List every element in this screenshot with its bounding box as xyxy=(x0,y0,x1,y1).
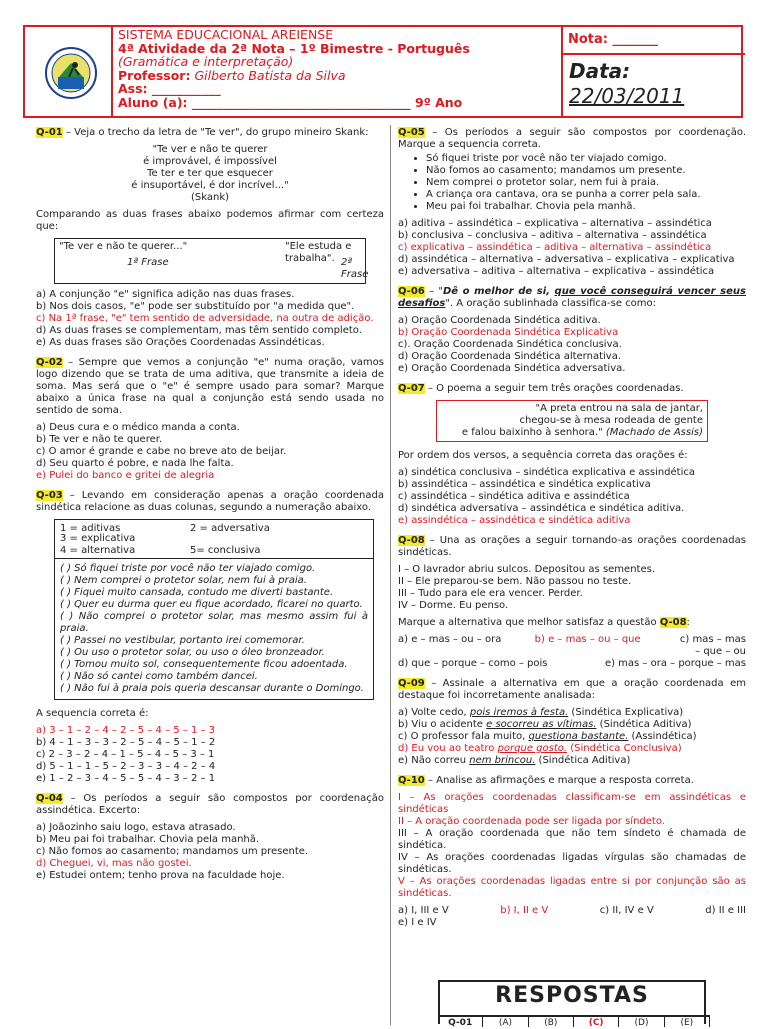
legend-item: 3 = explicativa xyxy=(60,533,136,544)
poem-line-text: e falou baixinho à senhora." xyxy=(461,427,606,438)
answers-box xyxy=(438,980,706,1028)
q02-number: Q-02 xyxy=(36,357,63,368)
q04-intro xyxy=(36,793,384,817)
q08-question xyxy=(398,617,746,629)
q05-sentences xyxy=(398,153,746,213)
teacher-label: Professor: xyxy=(118,67,191,83)
q01-phrases-box xyxy=(54,238,369,284)
q09-a-analysis: (Sindética Explicativa) xyxy=(568,707,684,718)
q03-item[interactable]: ( ) Não fui à praia pois queria descansar durante o Domingo. xyxy=(60,683,364,694)
q02-option[interactable]: b) Te ver e não te querer. xyxy=(36,434,163,445)
q10-statement: III – A oração coordenada que não tem síndeto é chamada de sindética. xyxy=(398,828,746,851)
student-line: Aluno (a): ___________________________________ 9º Ano xyxy=(118,94,463,110)
school-name: SISTEMA EDUCACIONAL AREIENSE xyxy=(118,27,334,42)
q07-option[interactable]: a) sindética conclusiva – sindética explicativa e assindética xyxy=(398,467,695,478)
q09-option[interactable] xyxy=(398,719,746,731)
q07-option[interactable]: b) assindética – assindética e sindética explicativa xyxy=(398,479,651,490)
q09-b-text: b) Viu o acidente xyxy=(398,719,487,730)
teacher-name: Gilberto Batista da Silva xyxy=(190,67,346,83)
phrase-1: "Te ver e não te querer..." xyxy=(59,241,188,252)
q10-statement: I – As orações coordenadas classificam-se em assindéticas e sindéticas xyxy=(398,792,746,815)
verse-line: "Te ver e não te querer xyxy=(152,144,268,155)
answers-row xyxy=(438,1015,710,1027)
q03-item[interactable]: ( ) Nem comprei o protetor solar, nem fui à praia. xyxy=(60,575,307,586)
q09-option[interactable] xyxy=(398,707,746,719)
header-info xyxy=(118,28,558,109)
q09-a-text: a) Volte cedo, xyxy=(398,707,470,718)
answer-question-cell: Q-01 xyxy=(438,1017,483,1027)
q10-intro xyxy=(398,775,746,787)
q09-d-analysis: (Sindética Conclusiva) xyxy=(567,743,682,754)
q06-text-end: ". A oração sublinhada classifica-se como: xyxy=(445,298,657,309)
signature-line: Ass: ___________ xyxy=(118,81,221,96)
q01-option[interactable]: d) As duas frases se complementam, mas têm sentido completo. xyxy=(36,325,362,336)
q09-d-highlight: porque gosto. xyxy=(497,743,568,754)
q08-line: I – O lavrador abriu sulcos. Depositou as sementes. xyxy=(398,564,656,575)
q02-intro xyxy=(36,357,384,417)
q08-intro-text: – Una as orações a seguir tornando-as orações coordenadas sindéticas. xyxy=(398,535,746,558)
q01-option[interactable]: b) Nos dois casos, "e" pode ser substituído por "a medida que". xyxy=(36,301,355,312)
q01-number: Q-01 xyxy=(36,127,63,138)
q09-b-analysis: (Sindética Aditiva) xyxy=(596,719,692,730)
q04-option[interactable]: b) Meu pai foi trabalhar. Chovia pela manhã. xyxy=(36,834,260,845)
q06-option[interactable]: c). Oração Coordenada Sindética conclusiva. xyxy=(398,339,622,350)
grade-row xyxy=(563,27,745,55)
phrase-2-label: 2ª Frase xyxy=(341,257,369,280)
q03-intro xyxy=(36,490,384,514)
answer-option-cell[interactable]: (A) xyxy=(483,1017,528,1027)
poem-author: (Machado de Assis) xyxy=(605,427,703,438)
q09-intro-text: – Assinale a alternativa em que a oração coordenada em destaque foi incorretamente analisada: xyxy=(398,678,746,701)
q06-option[interactable]: d) Oração Coordenada Sindética alternativa. xyxy=(398,351,622,362)
q05-sentence: • A criança ora cantava, ora se punha a correr pela sala. xyxy=(426,189,746,201)
date-value: 22/03/2011 xyxy=(569,84,685,108)
q09-e-highlight: nem brincou. xyxy=(469,755,536,766)
phrase-2: "Ele estuda e trabalha". xyxy=(285,241,352,264)
q03-item[interactable]: ( ) Não comprei o protetor solar, mas mesmo assim fui à praia. xyxy=(60,611,368,634)
poem-line xyxy=(441,427,703,439)
q07-number: Q-07 xyxy=(398,383,425,394)
q09-c-text: c) O professor fala muito, xyxy=(398,731,529,742)
legend-item: 4 = alternativa xyxy=(60,545,136,556)
q08-option[interactable]: d) que – porque – como – pois xyxy=(398,658,548,669)
q04-option[interactable]: e) Estudei ontem; tenho prova na faculdade hoje. xyxy=(36,870,285,881)
activity-title: 4ª Atividade da 2ª Nota – 1º Bimestre - Português xyxy=(118,40,470,56)
q05-sentence: • Não fomos ao casamento; mandamos um presente. xyxy=(426,165,746,177)
q08-option-correct[interactable]: b) e – mas – ou – que xyxy=(534,634,641,645)
q01-option-correct[interactable]: c) Na 1ª frase, "e" tem sentido de adversidade, na outra de adição. xyxy=(36,313,374,324)
q09-c-highlight: questiona bastante. xyxy=(528,731,629,742)
q08-options-row-2 xyxy=(398,658,746,670)
q10-option-correct[interactable]: b) I, II e V xyxy=(500,905,549,916)
q04-number: Q-04 xyxy=(36,793,63,804)
q03-item[interactable]: ( ) Fiquei muito cansada, contudo me diverti bastante. xyxy=(60,587,334,598)
q05-sentence: • Nem comprei o protetor solar, nem fui à praia. xyxy=(426,177,746,189)
q10-statement: IV – As orações coordenadas ligadas vírgulas são chamadas de sindéticas. xyxy=(398,852,746,875)
q03-sequence-label: A sequencia correta é: xyxy=(36,708,149,719)
grade-date-cell xyxy=(561,27,743,116)
q08-intro xyxy=(398,535,746,559)
q09-option-correct[interactable] xyxy=(398,743,746,755)
verse-line: é improvável, é impossível xyxy=(143,156,277,167)
answer-option-cell[interactable]: (D) xyxy=(619,1017,664,1027)
q09-e-analysis: (Sindética Aditiva) xyxy=(535,755,631,766)
column-divider xyxy=(390,125,391,1025)
q03-option[interactable]: e) 1 – 2 – 3 – 4 – 5 – 5 – 4 – 3 – 2 – 1 xyxy=(36,773,216,784)
q06-intro xyxy=(398,286,746,310)
q03-item[interactable]: ( ) Tomou muito sol, consequentemente ficou adoentada. xyxy=(60,659,348,670)
q07-option-correct[interactable]: e) assindética – assindética e sindética aditiva xyxy=(398,515,631,526)
q03-option[interactable]: d) 5 – 1 – 1 – 5 – 2 – 3 – 3 – 4 – 2 – 4 xyxy=(36,761,216,772)
q03-item[interactable]: ( ) Quer eu durma quer eu fique acordado, ficarei no quarto. xyxy=(60,599,363,610)
q08-number: Q-08 xyxy=(398,535,425,546)
q03-option[interactable]: c) 2 – 3 – 2 – 4 – 1 – 5 – 4 – 5 – 3 – 1 xyxy=(36,749,215,760)
q09-option[interactable] xyxy=(398,731,746,743)
q03-item[interactable]: ( ) Só fiquei triste por você não ter viajado comigo. xyxy=(60,563,316,574)
q09-a-highlight: pois iremos à festa. xyxy=(469,707,569,718)
verse-line: Te ter e ter que esquecer xyxy=(147,168,273,179)
q06-text: – " xyxy=(424,286,443,297)
q08-options-row-1 xyxy=(398,634,746,658)
q03-legend-box xyxy=(54,519,374,559)
q05-sentence: • Só fiquei triste por você não ter viajado comigo. xyxy=(426,153,746,165)
q05-option[interactable]: e) adversativa – aditiva – alternativa – explicativa – assindética xyxy=(398,266,715,277)
q09-number: Q-09 xyxy=(398,678,425,689)
q08-option[interactable]: c) mas – mas – que – ou xyxy=(679,634,746,657)
q04-option[interactable]: c) Não fomos ao casamento; mandamos um presente. xyxy=(36,846,309,857)
q10-option[interactable]: c) II, IV e V xyxy=(599,905,654,916)
q10-statement: II – A oração coordenada pode ser ligada por síndeto. xyxy=(398,816,665,827)
q04-option[interactable]: a) Joãozinho saiu logo, estava atrasado. xyxy=(36,822,236,833)
legend-item: 2 = adversativa xyxy=(190,523,270,534)
q08-line: III – Tudo para ele era vencer. Perder. xyxy=(398,588,583,599)
header xyxy=(23,25,743,118)
q07-intro xyxy=(398,383,746,395)
q01-intro-text: – Veja o trecho da letra de "Te ver", do grupo mineiro Skank: xyxy=(62,127,369,138)
q06-number: Q-06 xyxy=(398,286,425,297)
grade-label: Nota: _______ xyxy=(568,32,659,47)
q03-item[interactable]: ( ) Ou uso o protetor solar, ou uso o óleo bronzeador. xyxy=(60,647,325,658)
q03-item[interactable]: ( ) Passei no vestibular, portanto irei comemorar. xyxy=(60,635,305,646)
q09-option[interactable] xyxy=(398,755,746,767)
phrase-1-label: 1ª Frase xyxy=(127,257,169,268)
q02-intro-text: – Sempre que vemos a conjunção "e" numa oração, vamos logo dizendo que se trata de uma aditiva, que transmite a ideia de soma. Mas será que o "e" é sempre usado para somar? Marque abaixo a única frase na qual a conjunção está sendo usada no sentido de soma. xyxy=(36,357,384,416)
q01-verse xyxy=(36,144,384,204)
q08-line: II – Ele preparou-se bem. Não passou no teste. xyxy=(398,576,632,587)
verse-line: é insuportável, é dor incrível..." xyxy=(131,180,289,191)
q08-option[interactable]: e) mas – ora – porque – mas xyxy=(604,658,746,669)
answer-option-cell[interactable]: (E) xyxy=(665,1017,710,1027)
q01-option[interactable]: e) As duas frases são Orações Coordenadas Assindéticas. xyxy=(36,337,325,348)
q05-option[interactable]: d) assindética – alternativa – adversativa – explicativa – explicativa xyxy=(398,254,735,265)
left-column xyxy=(36,127,384,882)
q05-option[interactable]: a) aditiva – assindética – explicativa – alternativa – assindética xyxy=(398,218,712,229)
answer-option-cell-correct[interactable]: (C) xyxy=(574,1017,619,1027)
q10-option[interactable]: d) II e III xyxy=(705,905,746,916)
legend-item: 1 = aditivas xyxy=(60,523,121,534)
q06-option[interactable]: e) Oração Coordenada Sindética adversativa. xyxy=(398,363,626,374)
q05-number: Q-05 xyxy=(398,127,425,138)
q10-statement: V – As orações coordenadas ligadas entre si por conjunção são as sindéticas. xyxy=(398,876,746,899)
date-label: Data: xyxy=(569,59,631,83)
q05-intro xyxy=(398,127,746,151)
q08-question-ref: Q-08 xyxy=(659,617,687,628)
q09-c-analysis: (Assindética) xyxy=(628,731,697,742)
q02-option-correct[interactable]: e) Pulei do banco e gritei de alegria xyxy=(36,470,215,481)
q05-option[interactable]: b) conclusiva – conclusiva – aditiva – alternativa – assindética xyxy=(398,230,707,241)
q02-option[interactable]: d) Seu quarto é pobre, e nada lhe falta. xyxy=(36,458,234,469)
q07-question: Por ordem dos versos, a sequência correta das orações é: xyxy=(398,450,688,461)
q02-option[interactable]: c) O amor é grande e cabe no breve ato de beijar. xyxy=(36,446,287,457)
answers-title: RESPOSTAS xyxy=(495,983,649,1008)
right-column xyxy=(398,127,746,929)
q07-option[interactable]: c) assindética – sindética aditiva e assindética xyxy=(398,491,630,502)
q08-question-text: Marque a alternativa que melhor satisfaz a questão xyxy=(398,617,660,628)
q10-options-row xyxy=(398,905,746,917)
q04-intro-text: – Os períodos a seguir são compostos por coordenação assindética. Excerto: xyxy=(36,793,384,816)
poem-line: chegou-se à mesa rodeada de gente xyxy=(519,415,703,426)
q09-intro xyxy=(398,678,746,702)
school-logo-icon xyxy=(45,47,97,99)
q03-option[interactable]: b) 4 – 1 – 3 – 3 – 2 – 5 – 4 – 5 – 1 – 2 xyxy=(36,737,216,748)
q01-question: Comparando as duas frases abaixo podemos afirmar com certeza que: xyxy=(36,209,384,232)
q03-item[interactable]: ( ) Não só cantei como também dancei. xyxy=(60,671,258,682)
q05-option-correct[interactable]: c) explicativa – assindética – aditiva – alternativa – assindética xyxy=(398,242,712,253)
logo-cell xyxy=(25,27,113,116)
q07-poem-box xyxy=(436,400,708,442)
legend-item: 5= conclusiva xyxy=(190,545,261,556)
q10-option[interactable]: a) I, III e V xyxy=(398,905,449,916)
q10-option[interactable]: e) I e IV xyxy=(398,917,437,928)
q03-number: Q-03 xyxy=(36,490,63,501)
q03-items-box xyxy=(54,559,374,700)
q09-b-highlight: e socorreu as vítimas. xyxy=(486,719,597,730)
activity-subtitle: (Gramática e interpretação) xyxy=(118,54,294,69)
q05-intro-text: – Os períodos a seguir são compostos por coordenação. Marque a sequencia correta. xyxy=(398,127,746,150)
q03-option-correct[interactable]: a) 3 – 1 – 2 – 4 – 2 – 5 – 4 – 5 – 1 – 3 xyxy=(36,725,216,736)
poem-line: "A preta entrou na sala de jantar, xyxy=(535,403,703,414)
q01-intro xyxy=(36,127,384,139)
q06-underlined-clause: que você conseguirá vencer seus desafios xyxy=(398,286,746,309)
q09-e-text: e) Não correu xyxy=(398,755,470,766)
q01-option[interactable]: a) A conjunção "e" significa adição nas duas frases. xyxy=(36,289,295,300)
q03-intro-text: – Levando em consideração apenas a oração coordenada sindética relacione as duas colunas, segundo a numeração abaixo. xyxy=(36,490,384,513)
q08-question-end: : xyxy=(686,617,690,628)
teacher-row xyxy=(118,69,558,83)
q08-option[interactable]: a) e – mas – ou – ora xyxy=(398,634,502,645)
q10-intro-text: – Analise as afirmações e marque a resposta correta. xyxy=(424,775,694,786)
q06-option[interactable]: a) Oração Coordenada Sindética aditiva. xyxy=(398,315,601,326)
q06-option-correct[interactable]: b) Oração Coordenada Sindética Explicativa xyxy=(398,327,619,338)
q04-option-correct[interactable]: d) Cheguei, vi, mas não gostei. xyxy=(36,858,192,869)
q09-d-text: d) Eu vou ao teatro xyxy=(398,743,498,754)
q08-line: IV – Dorme. Eu penso. xyxy=(398,600,509,611)
q10-number: Q-10 xyxy=(398,775,425,786)
answer-option-cell[interactable]: (B) xyxy=(529,1017,574,1027)
q07-option[interactable]: d) sindética adversativa – assindética e sindética aditiva. xyxy=(398,503,685,514)
q07-intro-text: – O poema a seguir tem três orações coordenadas. xyxy=(424,383,684,394)
verse-source: (Skank) xyxy=(190,192,230,203)
q06-quote: Dê o melhor de si, xyxy=(442,286,555,297)
q05-sentence: • Meu pai foi trabalhar. Chovia pela manhã. xyxy=(426,201,746,213)
q02-option[interactable]: a) Deus cura e o médico manda a conta. xyxy=(36,422,240,433)
